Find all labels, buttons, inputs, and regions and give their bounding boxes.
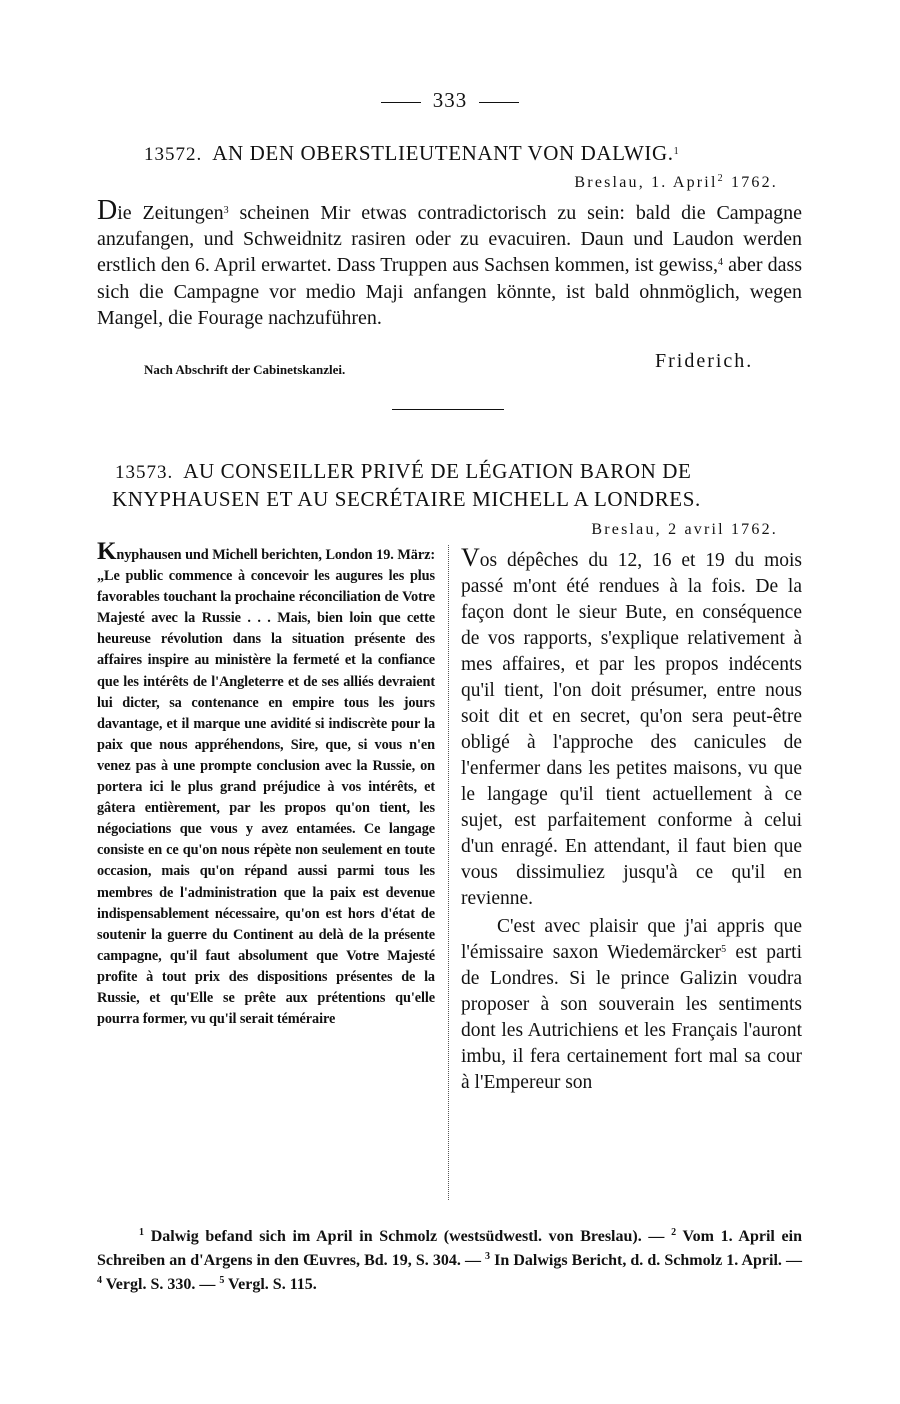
letter1-body-seg1: ie Zeitungen xyxy=(117,202,224,224)
footnote-4-mark: 4 xyxy=(97,1275,102,1286)
letter1-dateline-footnote-ref: 2 xyxy=(717,173,725,184)
letter1-source-note: Nach Abschrift der Cabinetskanzlei. xyxy=(144,362,346,377)
letter2-footnote-ref-5: 5 xyxy=(721,944,727,955)
footnote-4: Vergl. S. 330. — xyxy=(102,1276,220,1293)
page-number-left-dash xyxy=(381,102,421,103)
footnote-5-mark: 5 xyxy=(219,1275,225,1286)
letter2-paragraph-2 xyxy=(461,914,802,1096)
letter2-dateline: Breslau, 2 avril 1762. xyxy=(591,521,778,538)
letter1-number: 13572. xyxy=(144,144,203,165)
footnote-5: Vergl. S. 115. xyxy=(224,1276,317,1293)
letter1-dateline-text: Breslau, 1. April xyxy=(574,174,718,191)
column-divider xyxy=(448,545,449,1200)
letter2-left-initial: K xyxy=(97,538,117,565)
letter1-heading xyxy=(144,138,679,170)
letter1-footnote-ref-3: 3 xyxy=(223,205,229,216)
footnote-2-mark: 2 xyxy=(671,1227,677,1238)
page-number xyxy=(0,88,900,113)
letter1-title-footnote-ref: 1 xyxy=(673,146,680,157)
letter1-footnote-ref-4: 4 xyxy=(718,257,724,269)
footnote-1-mark: 1 xyxy=(139,1227,144,1238)
letter1-signature: Friderich. xyxy=(655,350,754,372)
letter1-body-seg2: scheinen Mir etwas contradictorisch zu sein: bald die Campagne anzufangen, und Schweidnitz rasiren oder zu evacuiren. Daun und Laudon werden erstlich den 6. April erwartet. Dass Truppen aus Sachsen kommen, ist gewiss, xyxy=(97,202,802,277)
footnotes xyxy=(97,1225,802,1297)
letter1-title: AN DEN OBERSTLIEUTENANT VON DALWIG. xyxy=(212,141,674,165)
letter2-heading-line2 xyxy=(112,484,701,515)
letter1-dateline-year: 1762. xyxy=(731,174,778,191)
letter1-initial: D xyxy=(97,195,118,226)
letter2-title-line1: AU CONSEILLER PRIVÉ DE LÉGATION BARON DE xyxy=(183,459,692,483)
footnote-1: Dalwig befand sich im April in Schmolz (westsüdwestl. von Breslau). — xyxy=(144,1228,672,1245)
letter2-paragraph-2-text-b: est parti de Londres. Si le prince Galizin voudra proposer à son souverain les sentiments dont les Autrichiens et les Français l'auront imbu, il fera certainement fort mal sa cour à l'Empereur son xyxy=(461,942,802,1093)
footnote-2: Vom 1. April ein Schreiben an d'Argens in den Œuvres, Bd. 19, S. 304. — xyxy=(97,1228,802,1269)
footnote-3: In Dalwigs Bericht, d. d. Schmolz 1. April. — xyxy=(490,1252,803,1269)
letter2-paragraph-1 xyxy=(461,545,802,912)
letter2-report-summary xyxy=(97,538,435,1030)
letter2-title-line2: KNYPHAUSEN ET AU SECRÉTAIRE MICHELL A LONDRES. xyxy=(112,487,701,511)
letter2-paragraph-1-text: os dépêches du 12, 16 et 19 du mois passé m'ont été rendues à la fois. De la façon dont le sieur Bute, en conséquence de vos rapports, s'explique relativement à mes affaires, et par les propos indécents qu'il tient, l'on doit présumer, entre nous soit dit et en secret, qu'on sera peut-être obligé à l'approche des canicules de l'enfermer dans les petites maisons, vu que le langage qu'il tient actuellement à ce sujet, est parfaitement conforme à celui d'un enragé. En attendant, il faut bien que vous dissimuliez jusqu'à ce qu'il en revienne. xyxy=(461,550,802,909)
letter2-paragraph-2-text-a: C'est avec plaisir que j'ai appris que l'émissaire saxon Wiedemärcker xyxy=(461,916,802,963)
letter2-right-initial: V xyxy=(461,543,480,572)
page-number-right-dash xyxy=(479,102,519,103)
letter2-number: 13573. xyxy=(115,462,174,483)
letter2-body xyxy=(461,545,802,1096)
letter1-body-seg3: aber dass sich die Campagne vor medio Maji anfangen könnte, ist bald ohnmöglich, wegen Mangel, die Fourage nachzuführen. xyxy=(97,254,803,329)
footnote-3-mark: 3 xyxy=(485,1251,491,1262)
section-divider-rule xyxy=(392,409,504,410)
letter1-body xyxy=(97,195,803,331)
letter2-left-text: nyphausen und Michell berichten, London 19. März: „Le public commence à concevoir les augures les plus favorables touchant la prochaine réconciliation de Votre Majesté avec la Russie . . . Mais, bien loin que cette heureuse révolution dans la situation présente des affaires inspire au ministère la fermeté et la confiance que les intérêts de l'Angleterre et de ses alliés devraient lui dicter, sa contenance en empire tous les jours davantage, et il marque une avidité si indiscrète pour la paix que nous appréhendons, Sire, que, si vous n'en venez pas à une prompte conclusion avec la Russie, on portera ici le plus grand préjudice à vos intérêts, et gâtera entièrement, par les propos qu'on tient, les négociations que vous y avez entamées. Ce langage consiste en ce qu'on nous répète non seulement en toute occasion, mais qu'on répand aussi parmi tous les membres de l'administration que la paix est devenue indispensablement nécessaire, qu'on est hors d'état de soutenir la guerre du Continent au delà de la présente campagne, qu'il faut absolument que Votre Majesté profite à tout prix des dispositions présentes de la Russie, et qu'Elle se prête aux prétentions qu'elle pourra former, vu qu'il serait téméraire xyxy=(97,547,435,1028)
letter1-dateline xyxy=(574,174,778,192)
page-number-text: 333 xyxy=(432,88,468,112)
